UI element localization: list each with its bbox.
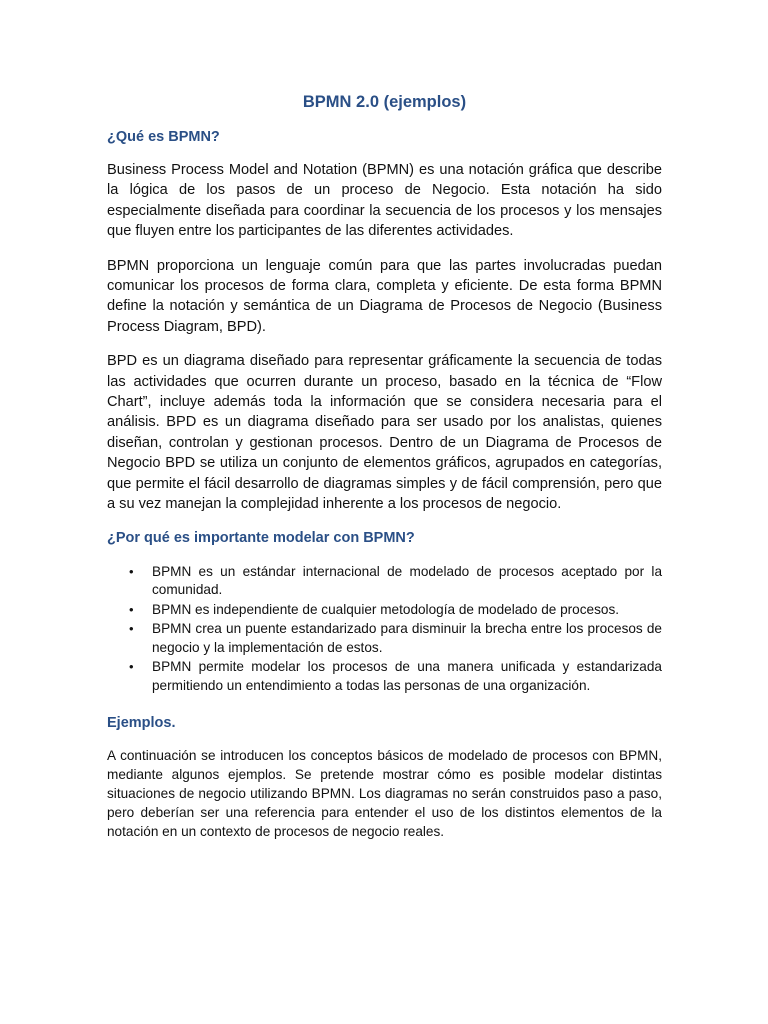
list-item [107, 658, 662, 695]
bullet-icon: • [129, 601, 134, 617]
importance-bullet-list [107, 563, 662, 696]
list-item-text: BPMN permite modelar los procesos de una manera unificada y estandarizada permitiendo un entendimiento a todas las personas de una organización. [152, 659, 662, 694]
paragraph-common-language: BPMN proporciona un lenguaje común para que las partes involucradas puedan comunicar los procesos de forma clara, completa y eficiente. De esta forma BPMN define la notación y semántica de un Diagrama de Procesos de Negocio (Business Process Diagram, BPD). [107, 257, 662, 335]
bullet-icon: • [129, 563, 134, 579]
list-item [107, 620, 662, 657]
bullet-icon: • [129, 621, 134, 637]
list-item-text: BPMN crea un puente estandarizado para disminuir la brecha entre los procesos de negocio y la implementación de estos. [152, 621, 662, 655]
document-title: BPMN 2.0 (ejemplos) [302, 93, 467, 111]
list-item [107, 601, 662, 620]
paragraph-ejemplos: A continuación se introducen los conceptos básicos de modelado de procesos con BPMN, mediante algunos ejemplos. Se pretende mostrar cómo es posible modelar distintas situaciones de negocio utilizando BPMN. Los diagramas no serán construidos paso a paso, pero deberían ser una referencia para entender el uso de los distintos elementos de la notación en un contexto de procesos de negocio reales. [107, 747, 662, 840]
list-item [107, 563, 662, 600]
list-item-text: BPMN es independiente de cualquier metodología de modelado de procesos. [152, 601, 620, 617]
section-heading-que-es-bpmn: ¿Qué es BPMN? [107, 129, 220, 145]
bullet-icon: • [129, 659, 134, 675]
section-heading-ejemplos: Ejemplos. [107, 714, 176, 731]
paragraph-definition: Business Process Model and Notation (BPMN) es una notación gráfica que describe la lógica de los pasos de un proceso de Negocio. Esta notación ha sido especialmente diseñada para coordinar la secuencia de los procesos y los mensajes que fluyen entre los participantes de las diferentes actividades. [107, 162, 662, 240]
section-heading-por-que-importante: ¿Por qué es importante modelar con BPMN? [107, 529, 415, 546]
paragraph-bpd: BPD es un diagrama diseñado para representar gráficamente la secuencia de todas las actividades que ocurren durante un proceso, basado en la técnica de “Flow Chart”, incluye además toda la información que se considera necesaria para el análisis. BPD es un diagrama diseñado para ser usado por los analistas, quienes diseñan, controlan y gestionan procesos. Dentro de un Diagrama de Procesos de Negocio BPD se utiliza un conjunto de elementos gráficos, agrupados en categorías, que permite el fácil desarrollo de diagramas simples y de fácil comprensión, pero que a su vez manejan la complejidad inherente a los procesos de negocio. [107, 353, 662, 513]
list-item-text: BPMN es un estándar internacional de modelado de procesos aceptado por la comunidad. [152, 563, 662, 598]
